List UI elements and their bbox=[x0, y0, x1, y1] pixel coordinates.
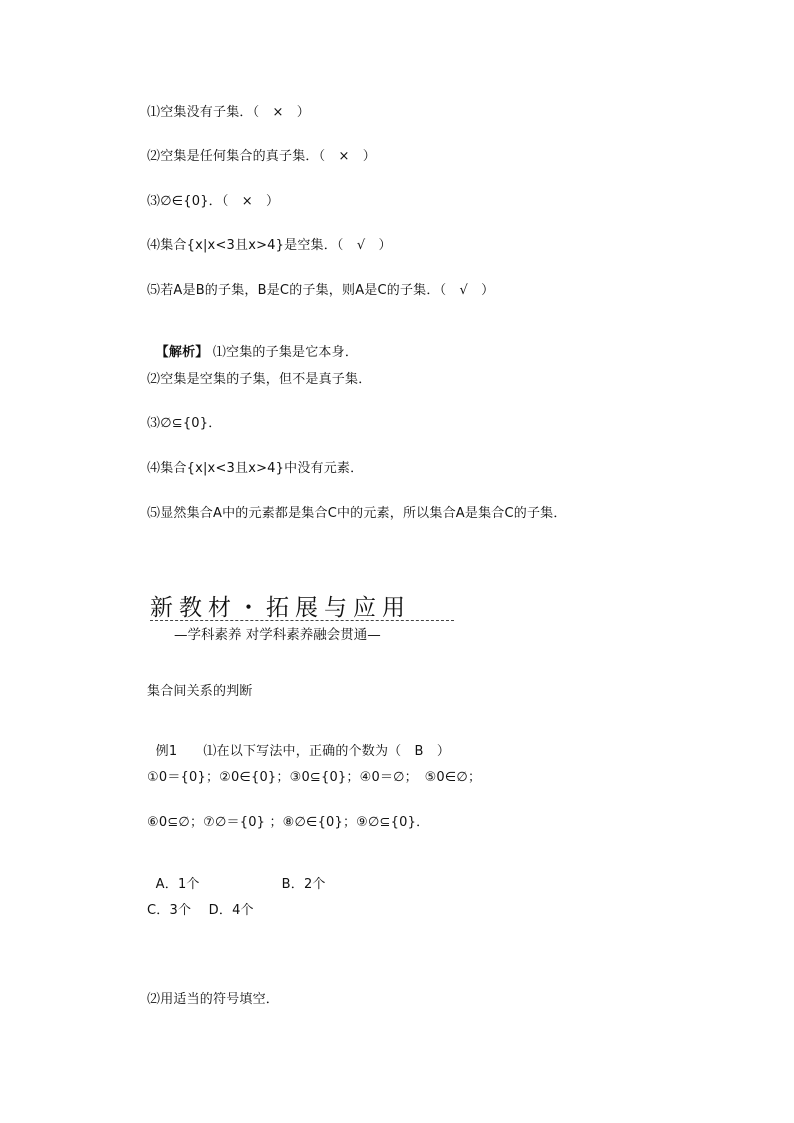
options-cd: C．3个 D．4个 bbox=[147, 903, 254, 918]
judgement-4: ⑷集合{x|x<3且x>4}是空集．（ √ ） bbox=[147, 238, 392, 253]
analysis-line-5: ⑸显然集合A中的元素都是集合C中的元素，所以集合A是集合C的子集． bbox=[147, 506, 567, 521]
analysis-line-3: ⑶∅⊆{0}． bbox=[147, 416, 222, 431]
items-line-2: ⑥0⊆∅；⑦∅＝{0} ；⑧∅∈{0}；⑨∅⊆{0}． bbox=[147, 815, 430, 830]
example-prompt: ⑴在以下写法中，正确的个数为（ B ） bbox=[203, 744, 451, 759]
option-b: B．2个 bbox=[281, 877, 326, 892]
judgement-2: ⑵空集是任何集合的真子集．（ × ） bbox=[147, 149, 376, 164]
analysis-label: 【解析】 bbox=[155, 345, 209, 360]
items-line-1: ①0＝{0}；②0∈{0}；③0⊆{0}；④0＝∅； ⑤0∈∅； bbox=[147, 770, 482, 785]
analysis-text-1: ⑴空集的子集是它本身． bbox=[208, 345, 359, 360]
part-2-prompt: ⑵用适当的符号填空． bbox=[147, 992, 280, 1007]
option-a: A．1个 bbox=[155, 877, 200, 892]
example-label: 例1 bbox=[155, 744, 178, 759]
banner-title: 新教材・拓展与应用 bbox=[150, 595, 411, 621]
judgement-3: ⑶∅∈{0}．（ × ） bbox=[147, 194, 280, 209]
judgement-5: ⑸若A是B的子集，B是C的子集，则A是C的子集．（ √ ） bbox=[147, 283, 495, 298]
analysis-first-line bbox=[147, 326, 358, 362]
banner-rule bbox=[150, 620, 454, 621]
judgement-1: ⑴空集没有子集．（ × ） bbox=[147, 105, 310, 120]
analysis-line-2: ⑵空集是空集的子集，但不是真子集． bbox=[147, 372, 372, 387]
example-line bbox=[147, 725, 450, 761]
banner-subtitle: —学科素养 对学科素养融会贯通— bbox=[174, 627, 381, 643]
analysis-line-4: ⑷集合{x|x<3且x>4}中没有元素． bbox=[147, 461, 364, 476]
options-ab bbox=[147, 858, 326, 894]
section-heading: 集合间关系的判断 bbox=[147, 684, 253, 699]
